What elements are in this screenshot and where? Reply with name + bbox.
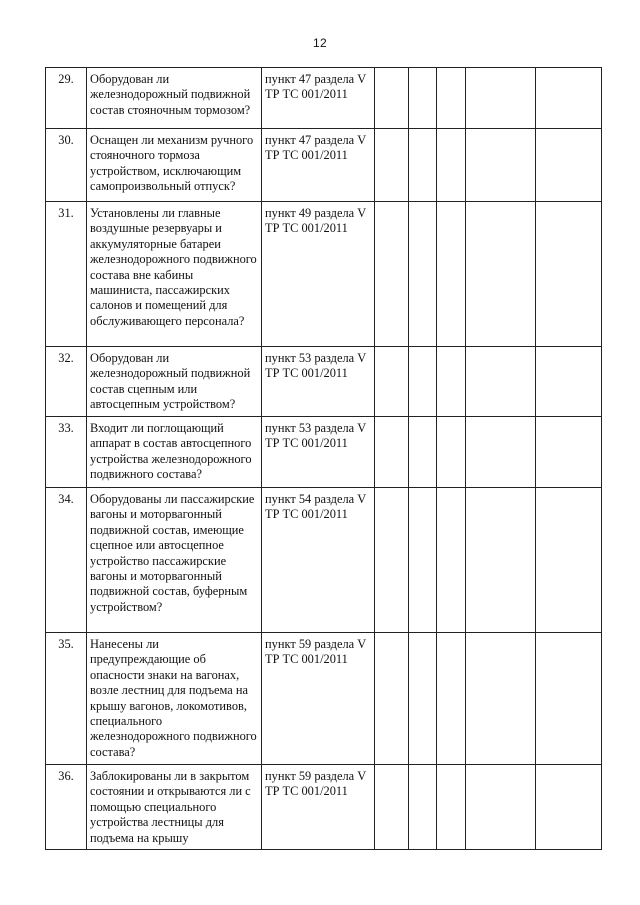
page-number: 12: [313, 36, 327, 50]
answer-yes-cell: [375, 765, 409, 850]
answer-na-cell: [437, 633, 466, 765]
notes-cell: [536, 633, 602, 765]
notes-cell: [536, 68, 602, 129]
question-text: Входит ли поглощающий аппарат в состав автосцепного устройства железнодорожного подвижного состава?: [87, 417, 262, 488]
notes-cell: [536, 202, 602, 347]
answer-no-cell: [409, 202, 437, 347]
requisites-cell: [466, 68, 536, 129]
table-row: [46, 68, 602, 129]
question-text: Заблокированы ли в закрытом состоянии и открываются ли с помощью специального устройства лестницы для подъема на крышу: [87, 765, 262, 850]
table-row: [46, 765, 602, 850]
answer-na-cell: [437, 202, 466, 347]
answer-na-cell: [437, 488, 466, 633]
answer-yes-cell: [375, 488, 409, 633]
row-number: 29.: [46, 68, 87, 129]
question-text: Оборудован ли железнодорожный подвижной состав сцепным или автосцепным устройством?: [87, 347, 262, 417]
notes-cell: [536, 765, 602, 850]
requisites-cell: [466, 129, 536, 202]
legal-reference: пункт 59 раздела V ТР ТС 001/2011: [262, 633, 375, 765]
answer-no-cell: [409, 488, 437, 633]
requisites-cell: [466, 765, 536, 850]
answer-yes-cell: [375, 417, 409, 488]
question-text: Оборудован ли железнодорожный подвижной состав стояночным тормозом?: [87, 68, 262, 129]
row-number: 36.: [46, 765, 87, 850]
requisites-cell: [466, 488, 536, 633]
legal-reference: пункт 49 раздела V ТР ТС 001/2011: [262, 202, 375, 347]
row-number: 30.: [46, 129, 87, 202]
row-number: 34.: [46, 488, 87, 633]
notes-cell: [536, 129, 602, 202]
table-row: [46, 633, 602, 765]
question-text: Оснащен ли механизм ручного стояночного тормоза устройством, исключающим самопроизвольный отпуск?: [87, 129, 262, 202]
answer-no-cell: [409, 765, 437, 850]
legal-reference: пункт 47 раздела V ТР ТС 001/2011: [262, 129, 375, 202]
answer-no-cell: [409, 129, 437, 202]
legal-reference: пункт 59 раздела V ТР ТС 001/2011: [262, 765, 375, 850]
table-row: [46, 417, 602, 488]
requisites-cell: [466, 347, 536, 417]
row-number: 32.: [46, 347, 87, 417]
requisites-cell: [466, 633, 536, 765]
requisites-cell: [466, 417, 536, 488]
answer-no-cell: [409, 68, 437, 129]
question-text: Оборудованы ли пассажирские вагоны и моторвагонный подвижной состав, имеющие сцепное или автосцепное устройство пассажирские вагоны и моторвагонный подвижной состав, буферным устройством?: [87, 488, 262, 633]
answer-no-cell: [409, 633, 437, 765]
notes-cell: [536, 417, 602, 488]
requisites-cell: [466, 202, 536, 347]
answer-no-cell: [409, 417, 437, 488]
legal-reference: пункт 53 раздела V ТР ТС 001/2011: [262, 417, 375, 488]
legal-reference: пункт 47 раздела V ТР ТС 001/2011: [262, 68, 375, 129]
notes-cell: [536, 488, 602, 633]
answer-no-cell: [409, 347, 437, 417]
answer-yes-cell: [375, 633, 409, 765]
notes-cell: [536, 347, 602, 417]
row-number: 33.: [46, 417, 87, 488]
answer-na-cell: [437, 129, 466, 202]
question-text: Установлены ли главные воздушные резервуары и аккумуляторные батареи железнодорожного подвижного состава вне кабины машиниста, пассажирских салонов и помещений для обслуживающего персонала?: [87, 202, 262, 347]
answer-na-cell: [437, 765, 466, 850]
legal-reference: пункт 53 раздела V ТР ТС 001/2011: [262, 347, 375, 417]
answer-na-cell: [437, 347, 466, 417]
checklist-table: [45, 67, 602, 850]
question-text: Нанесены ли предупреждающие об опасности знаки на вагонах, возле лестниц для подъема на крышу вагонов, локомотивов, специального железнодорожного подвижного состава?: [87, 633, 262, 765]
row-number: 31.: [46, 202, 87, 347]
answer-yes-cell: [375, 202, 409, 347]
row-number: 35.: [46, 633, 87, 765]
answer-na-cell: [437, 68, 466, 129]
table-row: [46, 202, 602, 347]
answer-yes-cell: [375, 129, 409, 202]
table-row: [46, 347, 602, 417]
answer-na-cell: [437, 417, 466, 488]
answer-yes-cell: [375, 68, 409, 129]
answer-yes-cell: [375, 347, 409, 417]
table-row: [46, 129, 602, 202]
table-row: [46, 488, 602, 633]
legal-reference: пункт 54 раздела V ТР ТС 001/2011: [262, 488, 375, 633]
